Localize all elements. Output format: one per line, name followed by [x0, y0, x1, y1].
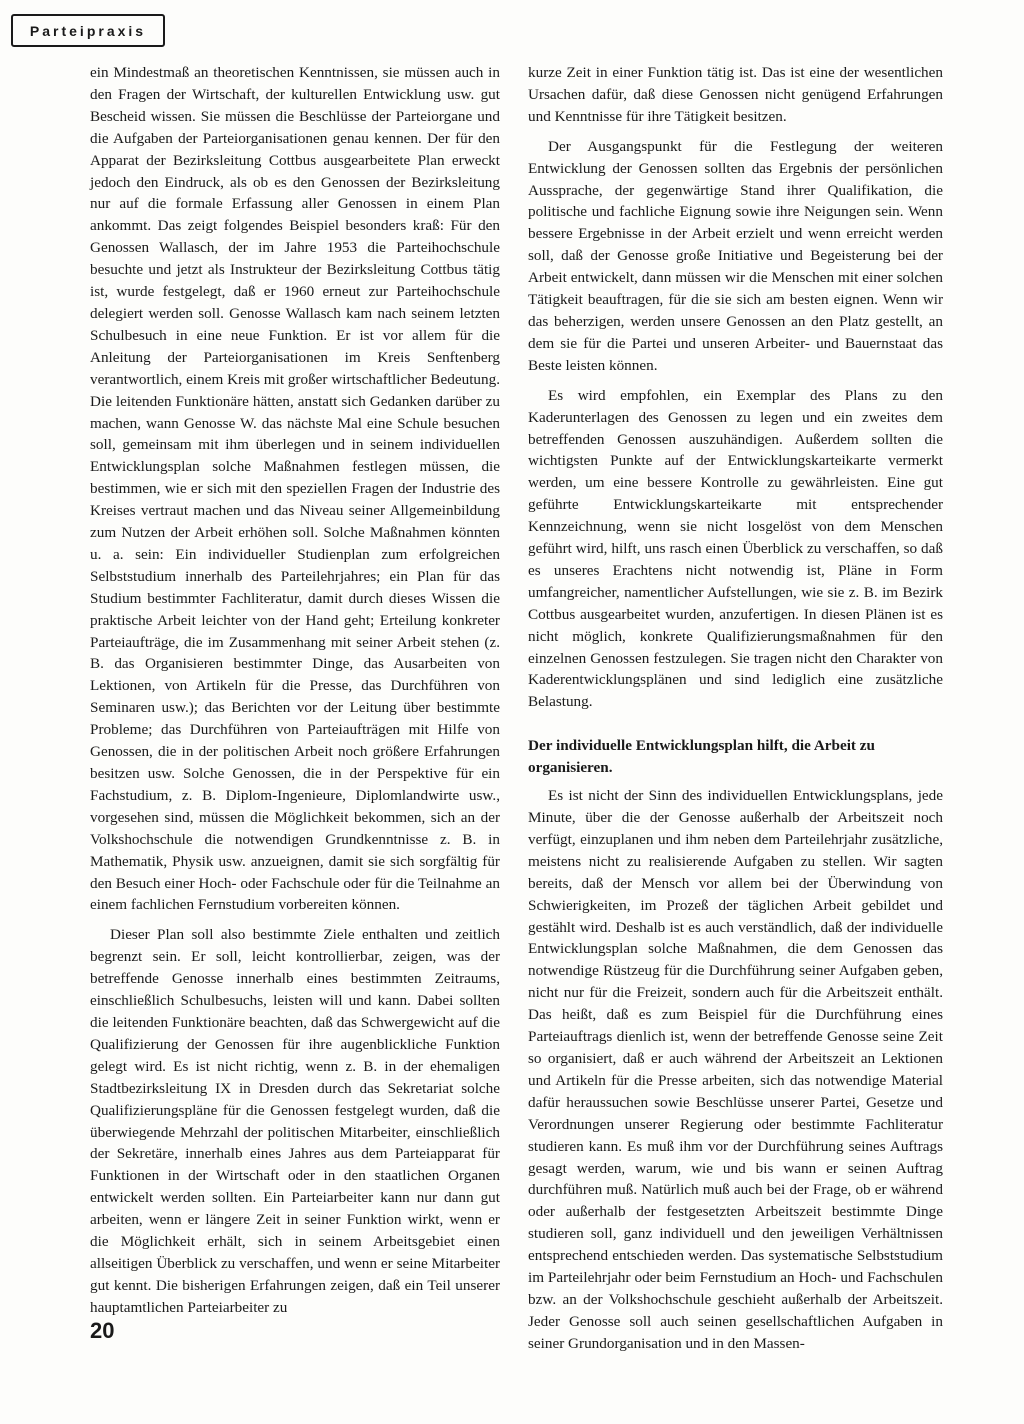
paragraph: kurze Zeit in einer Funktion tätig ist. Das ist eine der wesentlichen Ursachen dafür, daß diese Genossen nicht genügend Erfahrungen und Kenntnisse für ihre Tätigkeit besitzen. — [528, 64, 943, 125]
paragraph: ein Mindestmaß an theoretischen Kenntnissen, sie müssen auch in den Fragen der Wirtschaft, der kulturellen Entwicklung usw. gut Bescheid wissen. Sie müssen die Beschlüsse der Parteiorgane und die Aufgaben der Parteiorganisationen genau kennen. Der für den Apparat der Bezirksleitung Cottbus ausgearbeitete Plan erweckt jedoch den Eindruck, als ob es den Genossen der Bezirksleitung nur auf die formale Erfassung aller Genossen in einem Plan ankommt. Das zeigt folgendes Beispiel besonders kraß: Für den Genossen Wallasch, der im Jahre 1953 die Parteihochschule besuchte und jetzt als Instrukteur der Bezirksleitung Cottbus tätig ist, wurde festgelegt, daß er 1960 erneut zur Parteihochschule delegiert werden soll. Genosse Wallasch kam nach seinem letzten Schulbesuch in eine neue Funktion. Er ist vor allem für die Anleitung der Parteiorganisationen im Kreis Senftenberg verantwortlich, einem Kreis mit großer wirtschaftlicher Bedeutung. Die leitenden Funktionäre hätten, anstatt sich Gedanken darüber zu machen, wann Genosse W. das nächste Mal eine Schule besuchen soll, gemeinsam mit ihm überlegen und in seinem individuellen Entwicklungsplan solche Maßnahmen festlegen müssen, die bestimmen, wie er sich mit den speziellen Fragen der Industrie des Kreises vertraut machen und das Niveau seiner Allgemeinbildung zum Nutzen der Arbeit erhöhen soll. Solche Maßnahmen könnten u. a. sein: Ein individueller Studienplan zum erfolgreichen Selbststudium innerhalb des Parteilehrjahres; ein Plan für das Studium bestimmter Fachliteratur, damit durch dieses Wissen die praktische Arbeit leichter von der Hand geht; Erteilung konkreter Parteiaufträge, die im Zusammenhang mit seiner Arbeit stehen (z. B. das Organisieren bestimmter Dinge, das Ausarbeiten von Lektionen, von Artikeln für die Presse, das Durchführen von Seminaren usw.); das Berichten vor der Leitung über bestimmte Probleme; das Durchführen von Parteiaufträgen mit Hilfe von Genossen, die in der politischen Arbeit noch größere Erfahrungen besitzen usw. Solche Genossen, die in der Perspektive für ein Fachstudium, z. B. Diplom-Ingenieure, Diplomlandwirte usw., vorgesehen sind, müssen die Möglichkeit bekommen, sich an der Volkshochschule die notwendigen Grundkenntnisse z. B. in Mathematik, Physik usw. anzueignen, damit sie sich sorgfältig für den Besuch einer Hoch- oder Fachschule oder für die Teilnahme an einem fachlichen Fernstudium vorbereiten können. — [90, 64, 500, 914]
paragraph: Dieser Plan soll also bestimmte Ziele enthalten und zeitlich begrenzt sein. Er soll, leicht kontrollierbar, zeigen, was der betreffende Genosse innerhalb eines bestimmten Zeitraums, einschließlich Schulbesuchs, leisten will und kann. Dabei sollten die leitenden Funktionäre beachten, daß das Schwergewicht auf die Qualifizierung der Genossen für ihre augenblickliche Funktion gelegt wird. Es ist nicht richtig, wenn z. B. in der ehemaligen Stadtbezirksleitung IX in Dresden durch das Sekretariat solche Qualifizierungspläne für die Genossen festgelegt wurden, daß die überwiegende Mehrzahl der politischen Mitarbeiter, einschließlich der Sekretäre, innerhalb eines Jahres aus dem Parteiapparat für Funktionen in der Wirtschaft oder in den staatlichen Organen entwickelt werden sollten. Ein Parteiarbeiter kann nur dann gut arbeiten, wenn er längere Zeit in seiner Funktion wirkt, wenn er die Möglichkeit erhält, sich in seinem Arbeitsgebiet einen allseitigen Überblick zu verschaffen, und wenn er seine Mitarbeiter gut kennt. Die bisherigen Erfahrungen zeigen, daß ein Teil unserer hauptamtlichen Parteiarbeiter zu — [90, 926, 500, 1316]
page-number: 20 — [90, 1318, 115, 1343]
section-heading: Der individuelle Entwicklungsplan hilft, die Arbeit zu organisieren. — [528, 737, 875, 777]
paragraph: Der Ausgangspunkt für die Festlegung der weiteren Entwicklung der Genossen sollten das Ergebnis der persönlichen Aussprache, der gegenwärtige Stand ihrer Qualifikation, die politische und fachliche Eignung sowie ihre Neigungen sein. Wenn bessere Ergebnisse in der Arbeit erzielt und wenn erreicht werden soll, daß der Genosse große Initiative und Begeisterung bei der Arbeit entwickelt, dann müssen wir die Menschen mit einer solchen Tätigkeit beauftragen, für die sie sich am besten eignen. Wenn wir das beherzigen, werden unsere Genossen an den Platz gestellt, an dem sie für die Partei und unseren Arbeiter- und Bauernstaat das Beste leisten können. — [528, 137, 943, 374]
paragraph: Es wird empfohlen, ein Exemplar des Plans zu den Kaderunterlagen des Genossen zu legen und ein zweites dem betreffenden Genossen auszuhändigen. Außerdem sollten die wichtigsten Punkte auf der Entwicklungskarteikarte vermerkt werden, um eine bessere Kontrolle zu gewährleisten. Eine gut geführte Entwicklungskarteikarte mit entsprechender Kennzeichnung, wenn sie nicht losgelöst von dem Menschen geführt wird, hilft, uns rasch einen Überblick zu verschaffen, so daß es unseres Erachtens nicht notwendig ist, Pläne in Form umfangreicher, namentlicher Aufstellungen, wie sie z. B. im Bezirk Cottbus ausgearbeitet wurden, anzufertigen. In diesen Plänen ist es nicht möglich, konkrete Qualifizierungsmaßnahmen für den einzelnen Genossen festzulegen. Sie tragen nicht den Charakter von Kaderentwicklungsplänen und sind lediglich eine zusätzliche Belastung. — [528, 386, 943, 711]
right-column — [528, 62, 943, 1363]
section-header — [11, 14, 165, 47]
left-column — [90, 62, 500, 1327]
paragraph: Es ist nicht der Sinn des individuellen Entwicklungsplans, jede Minute, über die der Genosse außerhalb der Arbeitszeit noch verfügt, einzuplanen und ihm neben dem Parteilehrjahr zusätzliche, meistens nicht zu realisierende Aufgaben zu stellen. Wir sagten bereits, daß der Mensch vor allem bei der Überwindung von Schwierigkeiten, im Prozeß der täglichen Arbeit gebildet und gestählt wird. Deshalb ist es auch verständlich, daß der individuelle Entwicklungsplan solche Maßnahmen, die dem Genossen das notwendige Rüstzeug für die Durchführung seiner Aufgaben geben, nicht nur für die Freizeit, sondern auch für die Arbeitszeit enthält. Das heißt, daß es zum Beispiel für die Durchführung eines Parteiauftrags dienlich ist, wenn der betreffende Genosse seine Zeit so organisiert, daß er auch während der Arbeitszeit an Lektionen und Artikeln für die Presse arbeiten, sich das notwendige Material dafür heraussuchen sowie Beschlüsse unserer Partei, Gesetze und Verordnungen unserer Regierung oder bestimmte Fachliteratur studieren kann. Es muß ihm vor der Durchführung seines Auftrags gesagt werden, warum, wie und bis wann er seinen Auftrag durchführen muß. Natürlich muß auch bei der Frage, ob er während oder außerhalb der festgesetzten Arbeitszeit bestimmte Dinge studieren soll, ganz individuell und den jeweiligen Verhältnissen entsprechend entschieden werden. Das systematische Selbststudium im Parteilehrjahr oder beim Fernstudium an Hoch- und Fachschulen bzw. an der Volkshochschule geschieht außerhalb der Arbeitszeit. Jeder Genosse soll auch seinen gesellschaftlichen Aufgaben in seiner Grundorganisation und in den Massen- — [528, 787, 943, 1352]
section-label: Parteipraxis — [29, 22, 147, 39]
